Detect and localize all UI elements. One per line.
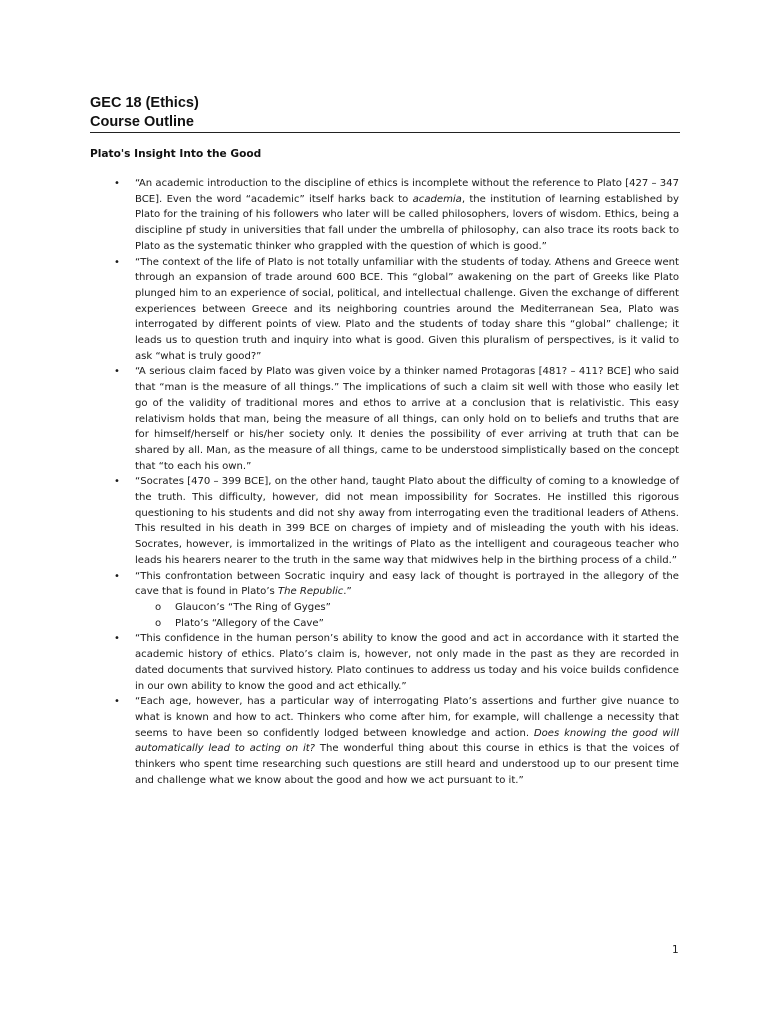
paragraph: “A serious claim faced by Plato was given voice by a thinker named Protagoras [481? – 411? BCE] who said that “man is the measure of all things.” The implications of such a claim sit well with those who easily let go of the validity of traditional mores and ethos to arrive at a conclusion that is relativistic. This easy relativism holds that man, being the measure of all things, can only hold on to beliefs and truths that are for himself/herself or his/her society only. It denies the possibility of ever arriving at truth that can be shared by all. Man, as the measure of all things, came to be understood simplistically based on the concept that “to each his own.” bbox=[135, 366, 679, 472]
sub-list-item: o Glaucon’s “The Ring of Gyges” bbox=[155, 600, 679, 616]
list-item bbox=[114, 176, 679, 255]
list-item bbox=[114, 255, 679, 365]
sub-list-item: o Plato’s “Allegory of the Cave” bbox=[155, 616, 679, 632]
bullet-icon: • bbox=[114, 476, 120, 488]
bullet-icon: • bbox=[114, 178, 120, 189]
paragraph: “The context of the life of Plato is not totally unfamiliar with the students of today. Athens and Greece went through an expansion of trade around 600 BCE. This “global” awakening on the part of Greeks like Plato plunged him to an experience of social, political, and intellectual challenge. Given the exchange of different experiences between Greece and its neighboring countries around the Mediterranean Sea, Plato was interrogated by different points of view. Plato and the students of today share this “global” challenge; it leads us to question truth and inquiry into what is good. Given this pluralism of perspectives, is it valid to ask “what is truly good?” bbox=[135, 256, 679, 362]
paragraph: “Socrates [470 – 399 BCE], on the other hand, taught Plato about the difficulty of coming to a knowledge of the truth. This difficulty, however, did not mean impossibility for Socrates. He instilled this rigorous questioning to his students and did not shy away from interrogating even the traditional leaders of Athens. This resulted in his death in 399 BCE on charges of impiety and of misleading the youth with his ideas. Socrates, however, is immortalized in the writings of Plato as the intelligent and courageous teacher who leads his hearers nearer to the truth in the same way that midwives help in the birthing process of a child.” bbox=[135, 476, 679, 566]
bullet-icon: • bbox=[114, 256, 120, 268]
circle-bullet-icon: o bbox=[155, 601, 162, 613]
document-header bbox=[90, 94, 680, 132]
list-item bbox=[114, 569, 679, 632]
list-item bbox=[114, 631, 679, 694]
paragraph: “An academic introduction to the discipline of ethics is incomplete without the reference to Plato [427 – 347 BCE]. Even the word “academic” itself harks back to academia, the institution of learning established by Plato for the training of his followers who later will be called philosophers, lovers of wisdom. Ethics, being a discipline pf study in universities that fall under the umbrella of philosophy, can also trace its roots back to Plato as the systematic thinker who grappled with the question of which is good.” bbox=[135, 178, 680, 252]
course-title: GEC 18 (Ethics) bbox=[90, 95, 199, 111]
section-title: Plato's Insight Into the Good bbox=[90, 148, 262, 160]
paragraph: “This confrontation between Socratic inquiry and easy lack of thought is portrayed in the allegory of the cave that is found in Plato’s The Republic.” bbox=[135, 570, 679, 598]
list-item bbox=[114, 474, 679, 568]
sub-list bbox=[135, 600, 679, 631]
list-item bbox=[114, 694, 679, 788]
bullet-icon: • bbox=[114, 696, 120, 708]
bullet-icon: • bbox=[114, 570, 120, 582]
outline-list bbox=[114, 176, 679, 788]
paragraph: “This confidence in the human person’s ability to know the good and act in accordance with it started the academic history of ethics. Plato’s claim is, however, not only made in the past as they are recorded in dated documents that survived history. Plato continues to address us today and his voice builds confidence in our own ability to know the good and act ethically.” bbox=[135, 633, 679, 692]
paragraph: “Each age, however, has a particular way of interrogating Plato’s assertions and further give nuance to what is known and how to act. Thinkers who come after him, for example, will challenge a necessity that seems to have been so confidently lodged between knowledge and action. Does knowing the good will automatically lead to acting on it? The wonderful thing about this course in ethics is that the voices of thinkers who spent time researching such questions are still heard and understood up to our present time and challenge what we know about the good and how we act pursuant to it.” bbox=[135, 696, 680, 786]
bullet-icon: • bbox=[114, 633, 120, 645]
course-subtitle: Course Outline bbox=[90, 114, 194, 130]
page-number: 1 bbox=[672, 944, 679, 956]
header-divider bbox=[90, 132, 680, 133]
circle-bullet-icon: o bbox=[155, 617, 162, 629]
bullet-icon: • bbox=[114, 366, 120, 378]
list-item bbox=[114, 364, 679, 474]
